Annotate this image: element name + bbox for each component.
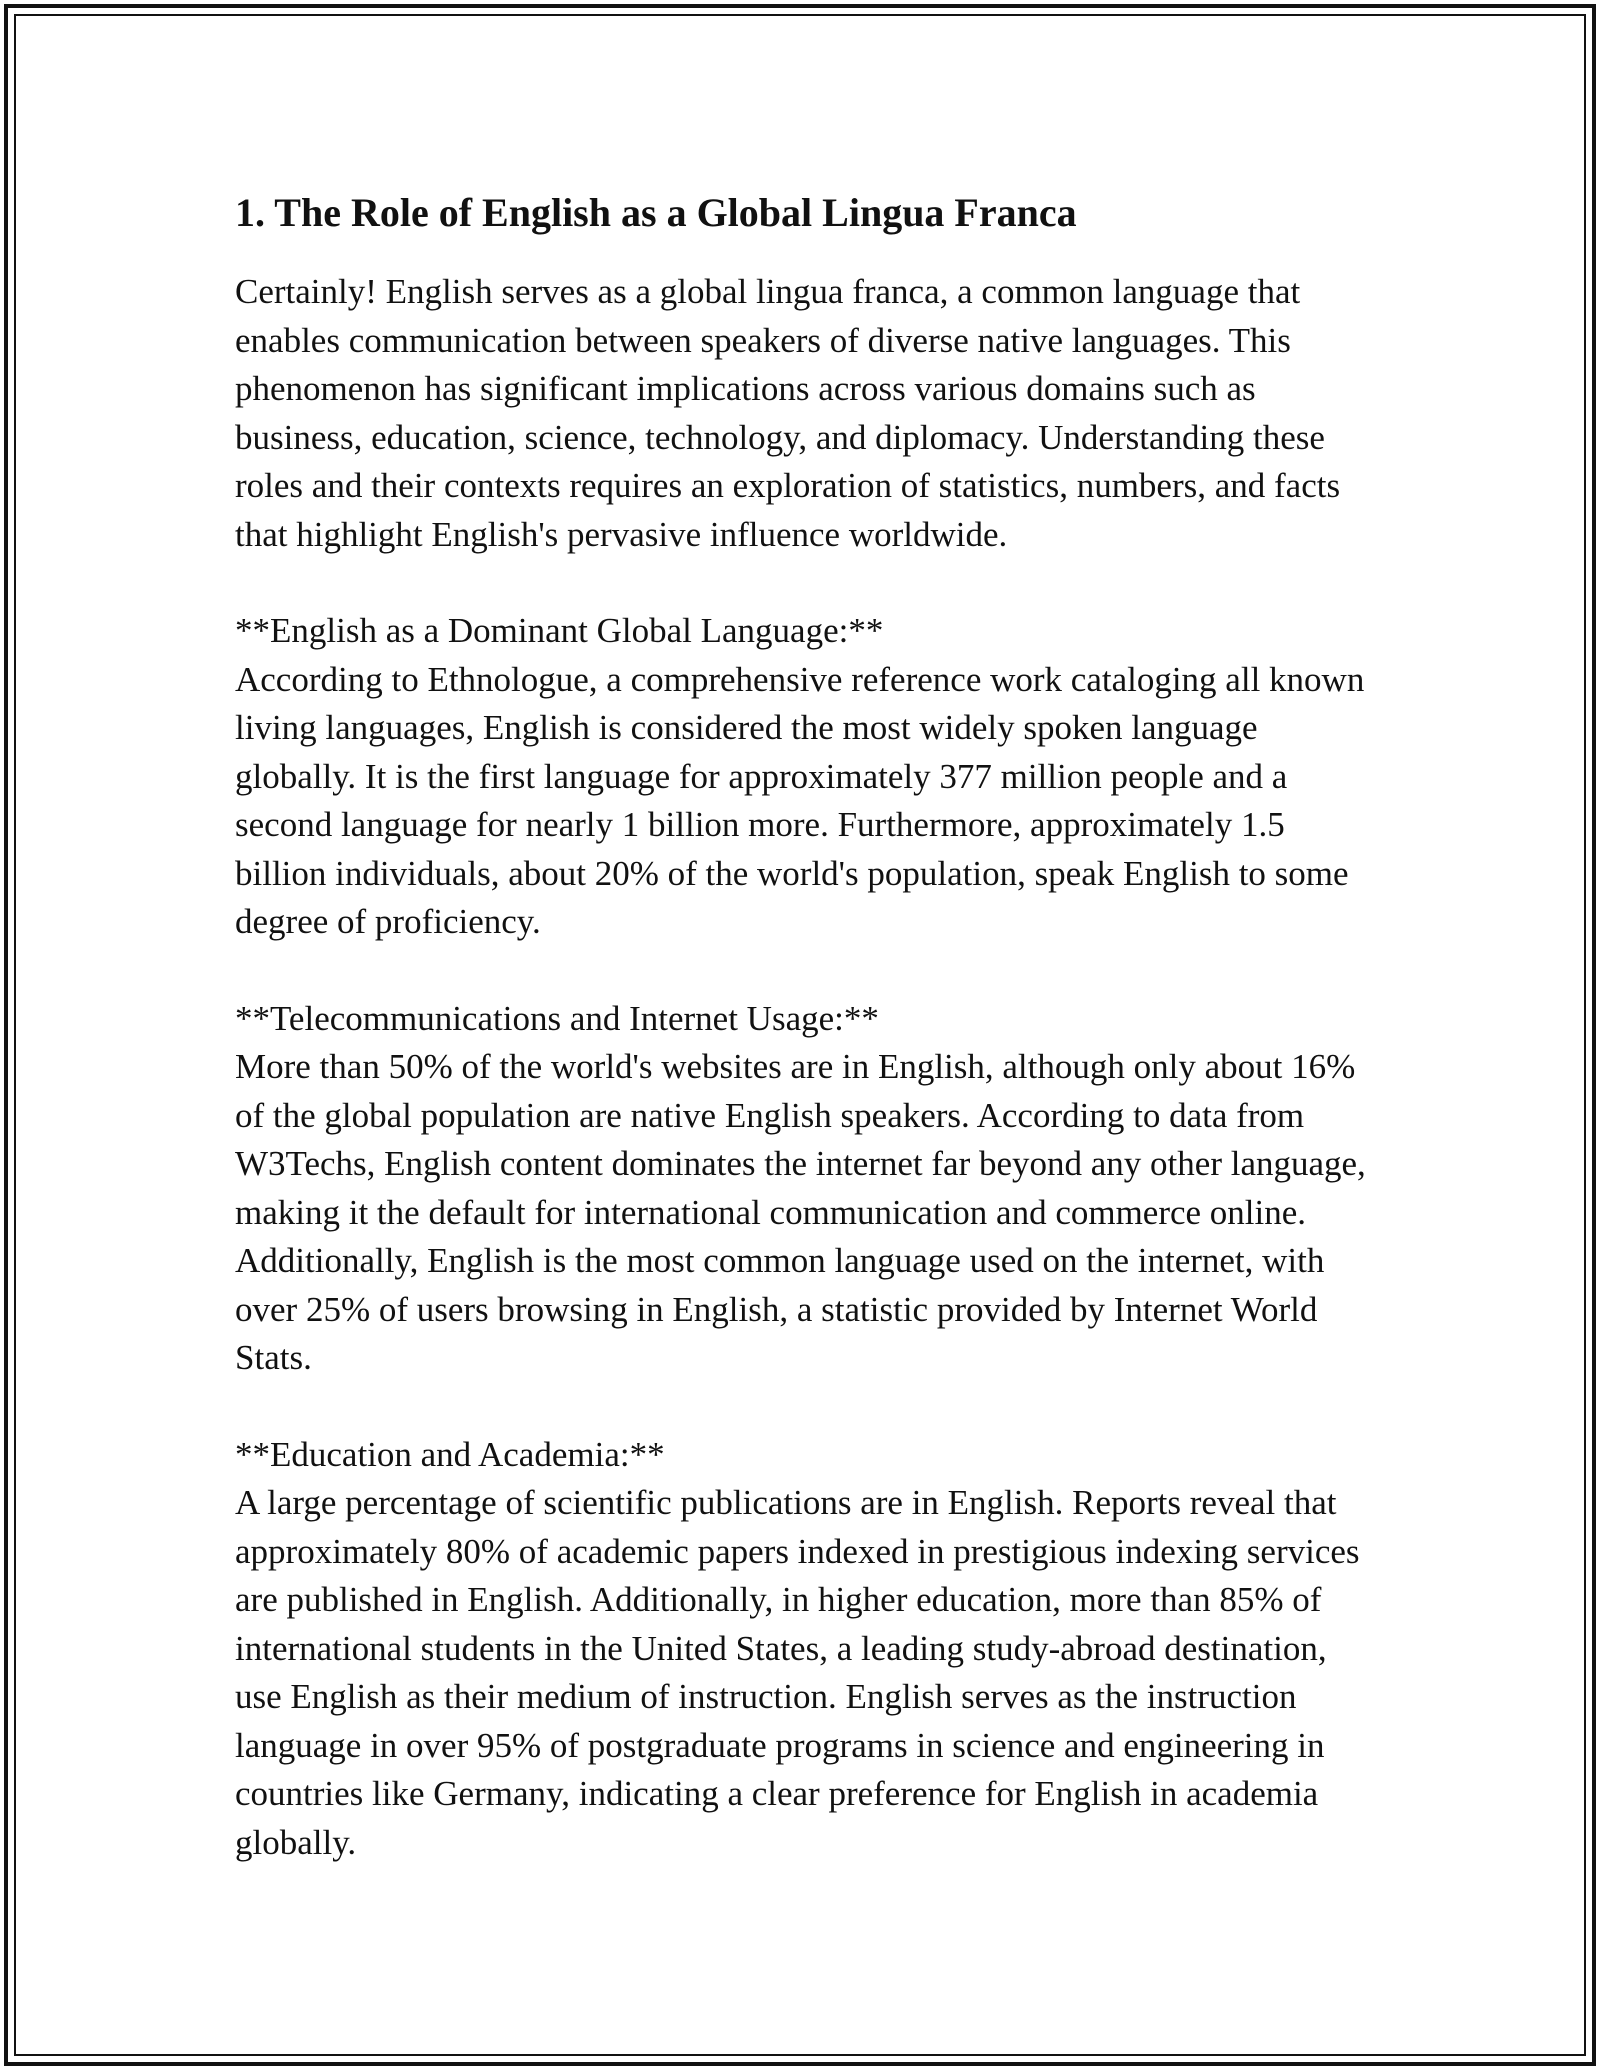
section-heading: **English as a Dominant Global Language:**: [235, 611, 884, 650]
section-heading: **Telecommunications and Internet Usage:**: [235, 998, 879, 1038]
section-education-academia: [235, 1431, 1370, 1868]
intro-paragraph: Certainly! English serves as a global lingua franca, a common language that enables communication between speakers of diverse native languages. This phenomenon has significant implications across various domains such as business, education, science, technology, and diplomacy. Understanding these roles and their contexts requires an exploration of statistics, numbers, and facts that highlight English's pervasive influence worldwide.: [235, 272, 1341, 554]
document-body: [235, 188, 1370, 1867]
section-body: According to Ethnologue, a comprehensive reference work cataloging all known living languages, English is considered the most widely spoken language globally. It is the first language for approximately 377 million people and a second language for nearly 1 billion more. Furthermore, approximately 1.5 billion individuals, about 20% of the world's population, speak English to some degree of proficiency.: [235, 659, 1365, 941]
section-dominant-global-language: [235, 607, 1370, 947]
document-title: 1. The Role of English as a Global Lingua Franca: [235, 190, 1077, 235]
section-body: A large percentage of scientific publications are in English. Reports reveal that approximately 80% of academic papers indexed in prestigious indexing services are published in English. Additionally, in higher education, more than 85% of international students in the United States, a leading study-abroad destination, use English as their medium of instruction. English serves as the instruction language in over 95% of postgraduate programs in science and engineering in countries like Germany, indicating a clear preference for English in academia globally.: [235, 1483, 1360, 1862]
section-internet-usage: [235, 995, 1370, 1383]
section-heading: **Education and Academia:**: [235, 1434, 665, 1474]
section-body: More than 50% of the world's websites are in English, although only about 16% of the global population are native English speakers. According to data from W3Techs, English content dominates the internet far beyond any other language, making it the default for international communication and commerce online. Additionally, English is the most common language used on the internet, with over 25% of users browsing in English, a statistic provided by Internet World Stats.: [235, 1047, 1366, 1377]
